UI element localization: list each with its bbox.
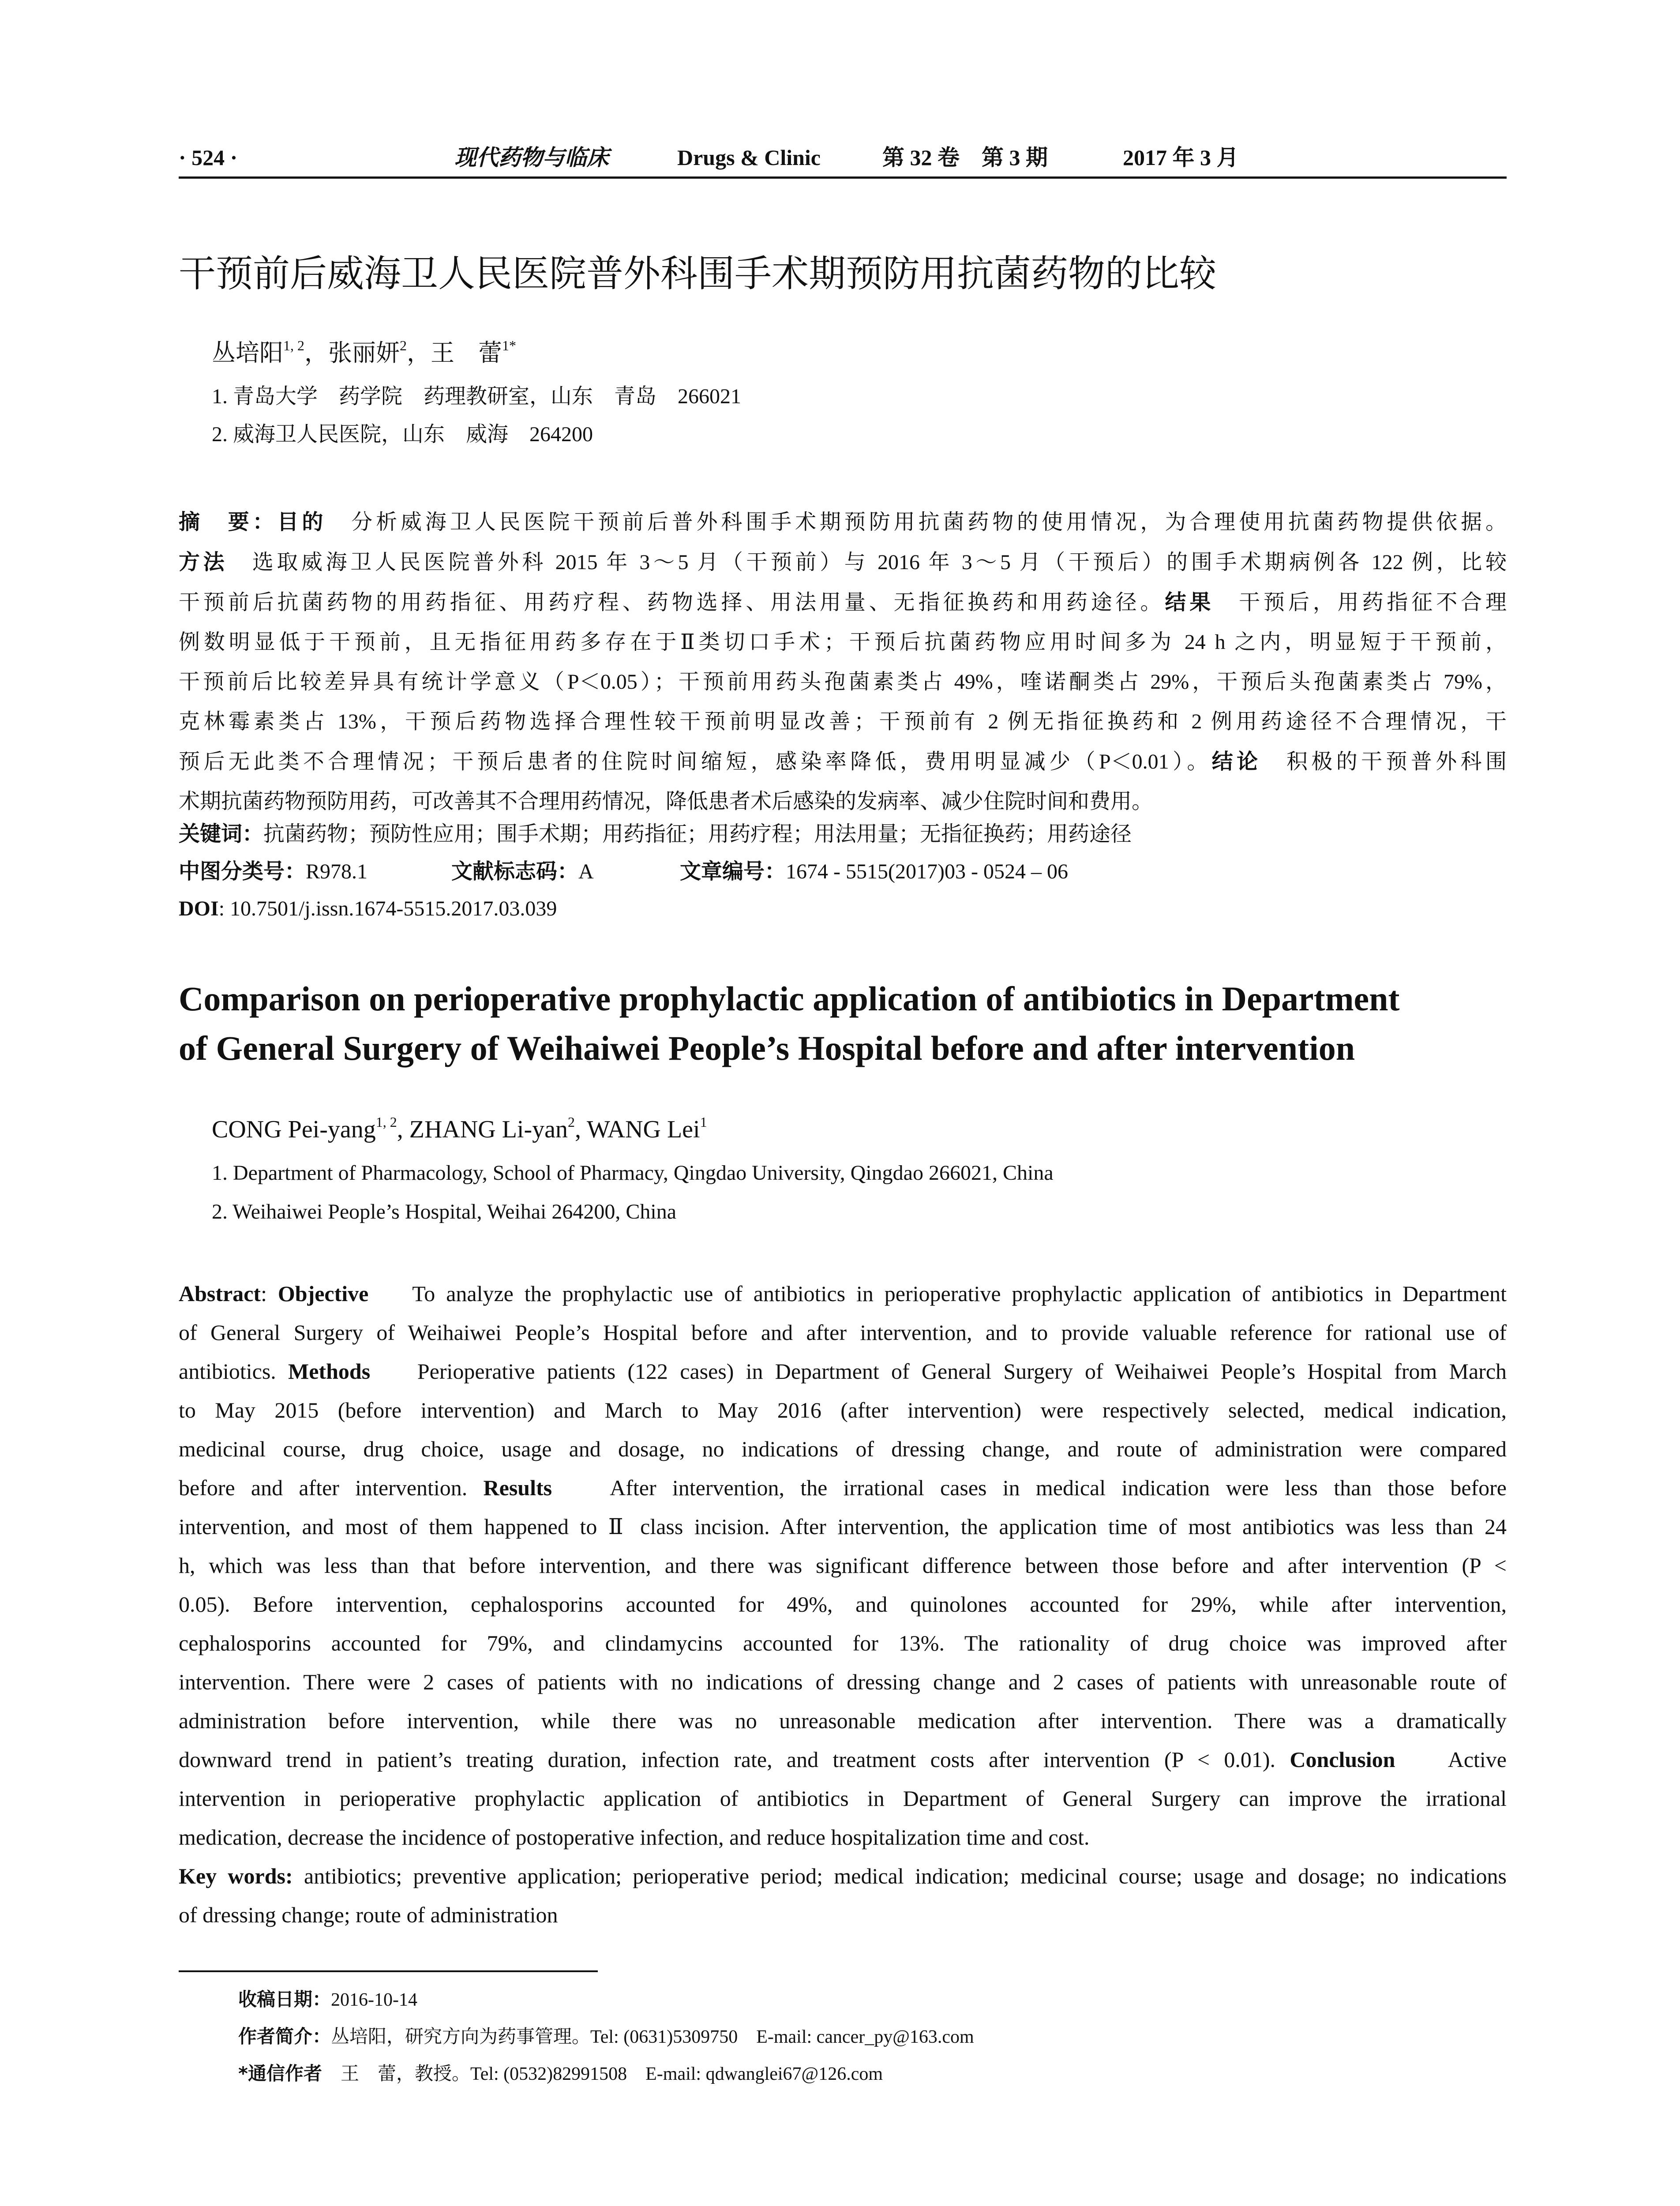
en-keywords-label: Key words: (179, 1864, 293, 1888)
en-title-line: Comparison on perioperative prophylactic application of antibiotics in Department (179, 979, 1400, 1018)
clc-label: 中图分类号： (179, 859, 306, 884)
en-author-1-affil: 1, 2 (375, 1114, 397, 1130)
cn-keywords (179, 816, 1132, 852)
cn-abstract-line: 干预前后抗菌药物的用药指征、用药疗程、药物选择、用法用量、无指征换药和用药途径。 (179, 591, 1165, 614)
en-abstract-line: h, which was less than that before intervention, and there was significant difference between those before and after intervention (P < (179, 1553, 1507, 1578)
footnote-corresponding (238, 2060, 883, 2088)
en-abstract-label: Abstract (179, 1281, 261, 1306)
clc-value: R978.1 (306, 860, 368, 883)
received-label: 收稿日期： (238, 1988, 331, 2010)
cn-abstract-line: 干预前后比较差异具有统计学意义（P＜0.05）；干预前用药头孢菌素类占 49%，喹诺酮类占 29%，干预后头孢菌素类占 79%， (179, 670, 1507, 694)
en-title-line: of General Surgery of Weihaiwei People’s Hospital before and after intervention (179, 1029, 1355, 1067)
en-author-2-affil: 2 (568, 1114, 575, 1130)
en-affiliation-1: 1. Department of Pharmacology, School of Pharmacy, Qingdao University, Qingdao 266021, China (212, 1161, 1054, 1185)
cn-affiliation-1: 1. 青岛大学 药学院 药理教研室，山东 青岛 266021 (212, 385, 742, 408)
cn-abstract-line: 积极的干预普外科围 (1286, 750, 1507, 773)
cn-author-3: 王 蕾 (431, 340, 502, 366)
doi (179, 891, 557, 927)
cn-author-2: 张丽妍 (328, 340, 400, 366)
en-abstract-line: administration before intervention, while there was no unreasonable medication after intervention. There was a dramatically (179, 1708, 1507, 1733)
cn-results-label: 结果 (1165, 590, 1215, 615)
footnote-rule (179, 1970, 598, 1972)
en-abstract-line: Active (1448, 1747, 1507, 1772)
corresponding-label: *通信作者 (238, 2063, 322, 2084)
en-abstract-line: medicinal course, drug choice, usage and dosage, no indications of dressing change, and route of administration were compared (179, 1437, 1507, 1461)
en-author-1: CONG Pei-yang (212, 1116, 376, 1143)
cn-abstract-line: 术期抗菌药物预防用药，可改善其不合理用药情况，降低患者术后感染的发病率、减少住院时间和费用。 (179, 790, 1153, 813)
cn-abstract (179, 502, 1507, 822)
en-abstract-line: to May 2015 (before intervention) and March to May 2016 (after intervention) were respectively selected, medical indication, (179, 1398, 1507, 1422)
cn-abstract-line: 分析威海卫人民医院干预前后普外科围手术期预防用抗菌药物的使用情况，为合理使用抗菌药物提供依据。 (351, 510, 1507, 534)
header-rule (179, 176, 1507, 179)
en-keywords-text: antibiotics; preventive application; perioperative period; medical indication; medicinal course; usage and dosage; no indications (304, 1864, 1507, 1888)
cn-keywords-label: 关键词： (179, 822, 264, 846)
cn-abstract-line: 预后无此类不合理情况；干预后患者的住院时间缩短，感染率降低，费用明显减少（P＜0.01）。 (179, 750, 1212, 773)
en-abstract-line: To analyze the prophylactic use of antibiotics in perioperative prophylactic application of antibiotics in Department (412, 1281, 1507, 1306)
author-bio-label: 作者简介： (238, 2026, 331, 2047)
journal-name-en: Drugs & Clinic (677, 145, 821, 170)
cn-title: 干预前后威海卫人民医院普外科围手术期预防用抗菌药物的比较 (179, 252, 1217, 295)
en-abstract-line: cephalosporins accounted for 79%, and clindamycins accounted for 13%. The rationality of drug choice was improved after (179, 1631, 1507, 1655)
en-abstract-line: intervention, and most of them happened to Ⅱ class incision. After intervention, the application time of most antibiotics was less than 24 (179, 1514, 1507, 1539)
cn-abstract-line: 例数明显低于干预前，且无指征用药多存在于Ⅱ类切口手术；干预后抗菌药物应用时间多为 24 h 之内，明显短于干预前， (179, 630, 1507, 654)
en-abstract-line: antibiotics. (179, 1359, 276, 1384)
doi-label: DOI (179, 897, 219, 920)
cn-abstract-line: 干预后，用药指征不合理 (1239, 591, 1507, 614)
cn-author-1: 丛培阳 (212, 340, 283, 366)
doc-code-value: A (578, 860, 594, 883)
article-number-value: 1674 - 5515(2017)03 - 0524 – 06 (786, 860, 1068, 883)
cn-abstract-label: 摘 要： (179, 510, 278, 534)
en-objective-label: Objective (278, 1281, 369, 1306)
footnote-author (238, 2022, 974, 2051)
cn-methods-label: 方法 (179, 550, 228, 574)
footnote-received (238, 1985, 417, 2014)
en-author-2: , ZHANG Li-yan (397, 1116, 568, 1143)
en-abstract-line: 0.05). Before intervention, cephalosporins accounted for 49%, and quinolones accounted for 29%, while after intervention, (179, 1592, 1507, 1617)
doi-value: : 10.7501/j.issn.1674-5515.2017.03.039 (218, 897, 557, 920)
en-title (179, 974, 1507, 1073)
running-header (179, 140, 1507, 175)
en-affiliation-2: 2. Weihaiwei People’s Hospital, Weihai 264200, China (212, 1200, 677, 1223)
cn-conclusion-label: 结论 (1211, 749, 1262, 774)
doc-code-label: 文献标志码： (451, 859, 579, 884)
received-date: 2016-10-14 (331, 1990, 417, 2010)
en-abstract-line: downward trend in patient’s treating duration, infection rate, and treatment costs after intervention (P < 0.01). (179, 1747, 1276, 1772)
corresponding-info: 王 蕾，教授。Tel: (0532)82991508 E-mail: qdwanglei67@126.com (322, 2064, 883, 2084)
cn-keywords-text: 抗菌药物；预防性应用；围手术期；用药指征；用药疗程；用法用量；无指征换药；用药途径 (263, 822, 1132, 846)
cn-affiliation-2: 2. 威海卫人民医院，山东 威海 264200 (212, 423, 593, 446)
en-abstract-line: intervention in perioperative prophylactic application of antibiotics in Department of General Surgery can improve the irrational (179, 1786, 1507, 1811)
cn-author-2-affil: 2 (400, 338, 407, 353)
en-author-3-affil: 1 (700, 1114, 707, 1130)
en-abstract-line: of General Surgery of Weihaiwei People’s Hospital before and after intervention, and to provide valuable reference for rational use of (179, 1320, 1507, 1345)
en-methods-label: Methods (288, 1359, 371, 1384)
en-abstract-line: before and after intervention. (179, 1475, 468, 1500)
en-keywords-text: of dressing change; route of administration (179, 1902, 558, 1927)
en-author-3: , WANG Lei (575, 1116, 700, 1143)
en-authors (212, 1112, 707, 1147)
cn-objective-label: 目的 (277, 510, 327, 534)
en-abstract-line: intervention. There were 2 cases of patients with no indications of dressing change and 2 cases of patients with unreasonable route of (179, 1670, 1507, 1694)
en-results-label: Results (483, 1475, 552, 1500)
cn-author-1-affil: 1, 2 (283, 338, 304, 353)
en-abstract: Abstract: Objective To analyze the prophylactic use of antibiotics in perioperative prophylactic application of antibiotics in Department of General Surgery of Weihaiwei People’s Hospital before and after intervention, and to provide valuable reference for rational use of antibiotics. Methods Perioperative patients (122 cases) in Department of General Surgery of Weihaiwei People’s Hospital from March to May 2015 (before intervention) and March to May 2016 (after intervention) were respectively selected, medical indication, medicinal course, drug choice, usage and dosage, no indications of dressing change, and route of administration were compared before and after intervention. Results After intervention, the irrational cases in medical indication were less than those before intervention, and most of them happened to Ⅱ class incision. After intervention, the application time of most antibiotics was less than 24 h, which was less than that before intervention, and there was significant difference between those before and after intervention (P < 0.05). Before intervention, cephalosporins accounted for 49%, and quinolones accounted for 29%, while after intervention, cephalosporins accounted for 79%, and clindamycins accounted for 13%. The rationality of drug choice was improved after intervention. There were 2 cases of patients with no indications of dressing change and 2 cases of patients with unreasonable route of administration before intervention, while there was no unreasonable medication after intervention. There was a dramatically downward trend in patient’s treating duration, infection rate, and treatment costs after intervention (P < 0.01). Conclusion Active intervention in perioperative prophylactic application of antibiotics in Department of General Surgery can improve the irrational medication, decrease the incidence of postoperative infection, and reduce hospitalization time and cost. Key words: antibiotics; preventive application; perioperative period; medical indication; medicinal course; usage and dosage; no indications of dressing change; route of administration (179, 1274, 1507, 1934)
en-abstract-line: medication, decrease the incidence of postoperative infection, and reduce hospitalization time and cost. (179, 1825, 1090, 1850)
page-number: · 524 · (179, 145, 238, 170)
volume-issue: 第 32 卷 第 3 期 (882, 145, 1048, 170)
issue-date: 2017 年 3 月 (1123, 145, 1239, 170)
en-abstract-line: After intervention, the irrational cases in medical indication were less than those before (610, 1475, 1507, 1500)
author-bio: 丛培阳，研究方向为药事管理。Tel: (0631)5309750 E-mail: cancer_py@163.com (331, 2027, 974, 2047)
cn-authors: 丛培阳$^{1, 2}$，张丽妍$^2$，王 蕾$^{1*}$ (212, 338, 516, 366)
en-abstract-line: Perioperative patients (122 cases) in Department of General Surgery of Weihaiwei People’s Hospital from March (417, 1359, 1507, 1384)
cn-abstract-line: 选取威海卫人民医院普外科 2015 年 3～5 月（干预前）与 2016 年 3～5 月（干预后）的围手术期病例各 122 例，比较 (252, 551, 1507, 574)
cn-abstract-line: 克林霉素类占 13%，干预后药物选择合理性较干预前明显改善；干预前有 2 例无指征换药和 2 例用药途径不合理情况，干 (179, 710, 1507, 733)
cn-classification (179, 854, 1068, 889)
cn-author-3-affil: 1* (502, 338, 516, 353)
en-conclusion-label: Conclusion (1290, 1747, 1395, 1772)
article-number-label: 文章编号： (680, 859, 786, 884)
journal-name-cn: 现代药物与临床 (454, 145, 609, 170)
